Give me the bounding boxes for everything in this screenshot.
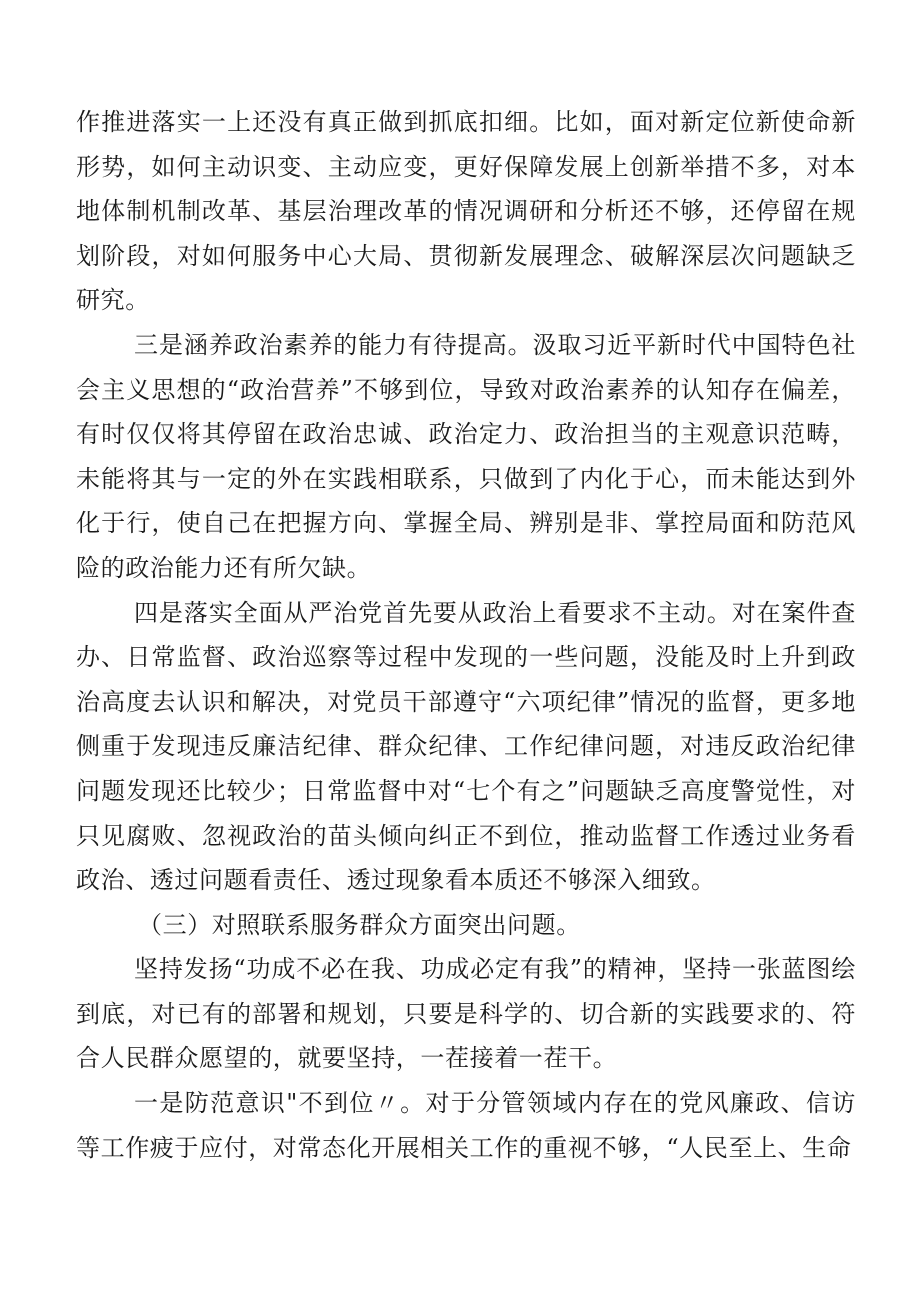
paragraph-point-three: 三是涵养政治素养的能力有待提高。汲取习近平新时代中国特色社会主义思想的“政治营养”不够到位，导致对政治素养的认知存在偏差，有时仅仅将其停留在政治忠诚、政治定力、政治担当的主观意识范畴，未能将其与一定的外在实践相联系，只做到了内化于心，而未能达到外化于行，使自己在把握方向、掌握全局、辨别是非、掌控局面和防范风险的政治能力还有所欠缺。 xyxy=(76,330,856,582)
paragraph-point-one: 一是防范意识"不到位〃。对于分管领域内存在的党风廉政、信访等工作疲于应付，对常态化开展相关工作的重视不够，“人民至上、生命 xyxy=(76,1089,856,1162)
paragraph-continuation: 作推进落实一上还没有真正做到抓底扣细。比如，面对新定位新使命新形势，如何主动识变、主动应变，更好保障发展上创新举措不多，对本地体制机制改革、基层治理改革的情况调研和分析还不够，还停留在规划阶段，对如何服务中心大局、贯彻新发展理念、破解深层次问题缺乏研究。 xyxy=(76,108,856,315)
paragraph-point-four: 四是落实全面从严治党首先要从政治上看要求不主动。对在案件查办、日常监督、政治巡察等过程中发现的一些问题，没能及时上升到政治高度去认识和解决，对党员干部遵守“六项纪律”情况的监督，更多地侧重于发现违反廉洁纪律、群众纪律、工作纪律问题，对违反政治纪律问题发现还比较少；日常监督中对“七个有之”问题缺乏高度警觉性，对只见腐败、忽视政治的苗头倾向纠正不到位，推动监督工作透过业务看政治、透过问题看责任、透过现象看本质还不够深入细致。 xyxy=(76,598,856,895)
section-heading: （三）对照联系服务群众方面突出问题。 xyxy=(138,910,581,939)
paragraph-persist: 坚持发扬“功成不必在我、功成必定有我”的精神，坚持一张蓝图绘到底，对已有的部署和规划，只要是科学的、切合新的实践要求的、符合人民群众愿望的，就要坚持，一茬接着一茬干。 xyxy=(76,955,856,1073)
document-body xyxy=(76,100,856,1170)
